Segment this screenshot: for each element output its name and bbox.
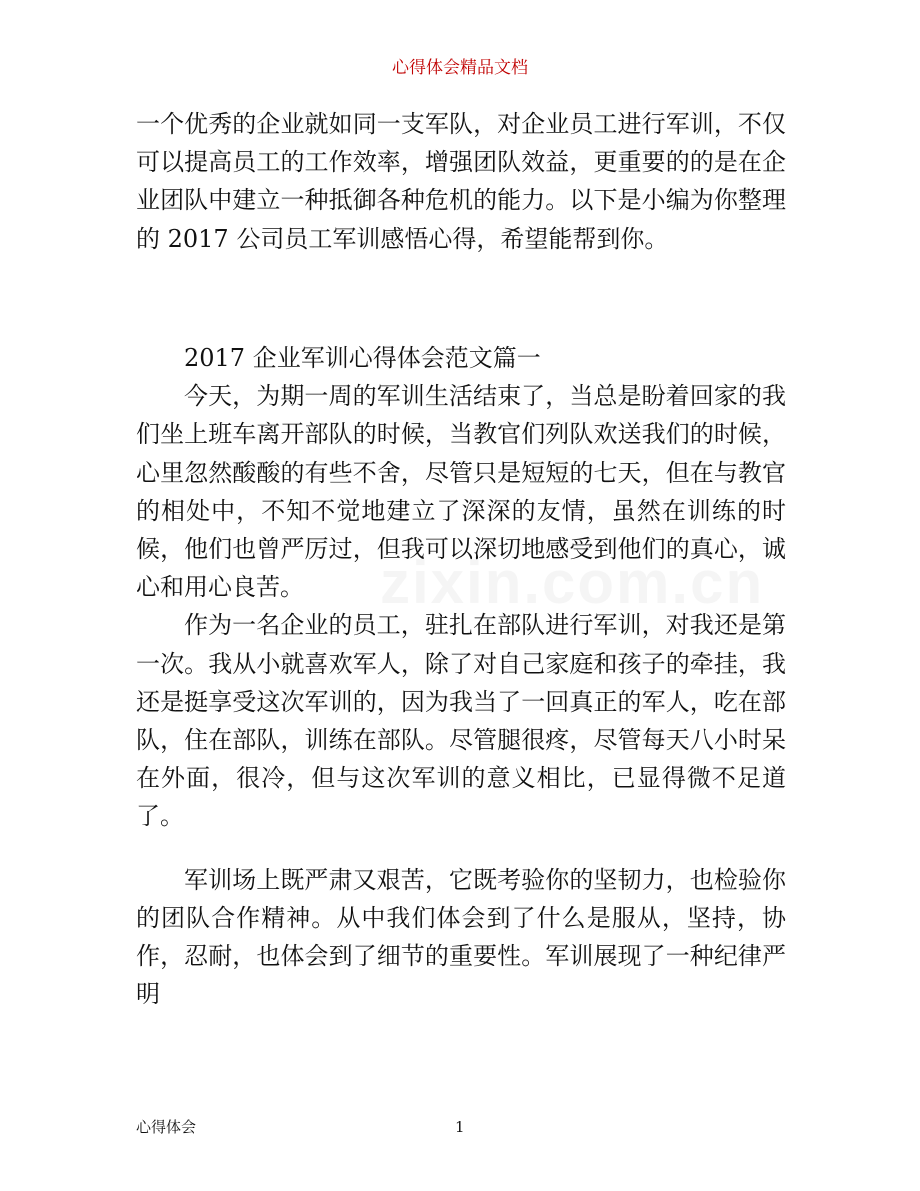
body-paragraph: 今天，为期一周的军训生活结束了，当总是盼着回家的我们坐上班车离开部队的时候，当教官们列队欢送我们的时候，心里忽然酸酸的有些不舍，尽管只是短短的七天，但在与教官的相处中，不知不觉地建立了深深的友情，虽然在训练的时候，他们也曾严厉过，但我可以深切地感受到他们的真心，诚心和用心良苦。 xyxy=(136,382,786,602)
section-title: 2017 企业军训心得体会范文篇一 xyxy=(184,344,541,372)
page-number: 1 xyxy=(455,1118,465,1136)
body-paragraph: 军训场上既严肃又艰苦，它既考验你的坚韧力，也检验你的团队合作精神。从中我们体会到了什么是服从，坚持，协作，忍耐，也体会到了细节的重要性。军训展现了一种纪律严明 xyxy=(136,865,786,1009)
body-paragraph: 作为一名企业的员工，驻扎在部队进行军训，对我还是第一次。我从小就喜欢军人，除了对自己家庭和孩子的牵挂，我还是挺享受这次军训的，因为我当了一回真正的军人，吃在部队，住在部队，训练在部队。尽管腿很疼，尽管每天八小时呆在外面，很冷，但与这次军训的意义相比，已显得微不足道了。 xyxy=(136,611,786,831)
document-header-title: 心得体会精品文档 xyxy=(392,58,528,78)
footer-label: 心得体会 xyxy=(136,1118,197,1136)
intro-paragraph: 一个优秀的企业就如同一支军队，对企业员工进行军训，不仅可以提高员工的工作效率，增强团队效益，更重要的的是在企业团队中建立一种抵御各种危机的能力。以下是小编为你整理的 2017 公司员工军训感悟心得，希望能帮到你。 xyxy=(136,110,786,253)
watermark: zixin.com.cn xyxy=(380,549,765,616)
essay-section xyxy=(136,339,786,1013)
